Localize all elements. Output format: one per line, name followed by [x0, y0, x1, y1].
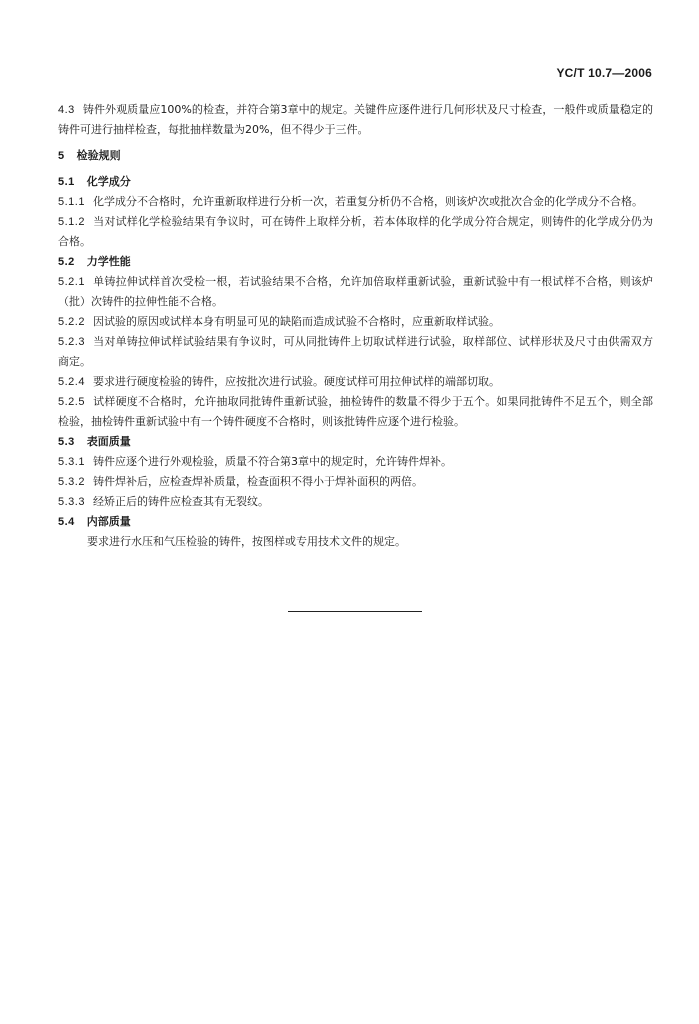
- clause-text: 铸件外观质量应100%的检查，并符合第3章中的规定。关键件应逐件进行几何形状及尺寸检查，一般件或质量稳定的铸件可进行抽样检查，每批抽样数量为20%，但不得少于三件。: [58, 103, 653, 136]
- clause-number: 5.1: [58, 176, 75, 188]
- clause-text: 单铸拉伸试样首次受检一根，若试验结果不合格，允许加倍取样重新试验，重新试验中有一根试样不合格，则该炉（批）次铸件的拉伸性能不合格。: [58, 275, 653, 308]
- clause-text: 检验规则: [76, 149, 121, 162]
- clause-number: 5.2.5: [58, 396, 85, 408]
- clause-text: 化学成分: [86, 175, 131, 188]
- clause-number: 5.3.1: [58, 456, 85, 468]
- clause-number: 5.2.2: [58, 316, 85, 328]
- clause-paragraph: [58, 192, 653, 212]
- clause-paragraph: [58, 312, 653, 332]
- clause-paragraph: [58, 472, 653, 492]
- clause-number: 5.1.1: [58, 196, 85, 208]
- clause-text: 试样硬度不合格时，允许抽取同批铸件重新试验，抽检铸件的数量不得少于五个。如果同批铸件不足五个，则全部检验，抽检铸件重新试验中有一个铸件硬度不合格时，则该批铸件应逐个进行检验。: [58, 395, 653, 428]
- end-rule: [288, 611, 422, 612]
- section-heading: [58, 432, 653, 452]
- clause-number: 5.2.1: [58, 276, 85, 288]
- clause-text: 力学性能: [86, 255, 131, 268]
- clause-text: 当对试样化学检验结果有争议时，可在铸件上取样分析，若本体取样的化学成分符合规定，则铸件的化学成分仍为合格。: [58, 215, 653, 248]
- clause-number: 5.2: [58, 256, 75, 268]
- clause-number: 5.3: [58, 436, 75, 448]
- clause-text: 要求进行硬度检验的铸件，应按批次进行试验。硬度试样可用拉伸试样的端部切取。: [92, 375, 500, 388]
- clause-number: 5.2.4: [58, 376, 85, 388]
- clause-text: 化学成分不合格时，允许重新取样进行分析一次，若重复分析仍不合格，则该炉次或批次合金的化学成分不合格。: [92, 195, 643, 208]
- clause-paragraph: [58, 492, 653, 512]
- clause-text: 铸件应逐个进行外观检验，质量不符合第3章中的规定时，允许铸件焊补。: [92, 455, 452, 468]
- clause-text: 因试验的原因或试样本身有明显可见的缺陷而造成试验不合格时，应重新取样试验。: [92, 315, 500, 328]
- clause-text: 经矫正后的铸件应检查其有无裂纹。: [92, 495, 269, 508]
- section-heading: [58, 512, 653, 532]
- clause-text: 要求进行水压和气压检验的铸件，按图样或专用技术文件的规定。: [87, 535, 406, 548]
- clause-paragraph: [58, 272, 653, 312]
- section-heading: [58, 146, 653, 166]
- clause-paragraph: [58, 212, 653, 252]
- section-heading: [58, 172, 653, 192]
- clause-number: 5.3.3: [58, 496, 85, 508]
- clause-number: 5.1.2: [58, 216, 85, 228]
- clause-number: 5.4: [58, 516, 75, 528]
- clause-number: 5.3.2: [58, 476, 85, 488]
- clause-number: 4.3: [58, 104, 75, 116]
- clause-text: 铸件焊补后，应检查焊补质量，检查面积不得小于焊补面积的两倍。: [92, 475, 423, 488]
- clause-paragraph: [58, 532, 653, 552]
- clause-paragraph: [58, 452, 653, 472]
- clause-text: 内部质量: [86, 515, 131, 528]
- clause-paragraph: [58, 332, 653, 372]
- standard-number-header: YC/T 10.7—2006: [556, 66, 652, 80]
- clause-text: 表面质量: [86, 435, 131, 448]
- clause-number: 5: [58, 150, 65, 162]
- clause-paragraph: [58, 372, 653, 392]
- clause-paragraph: [58, 100, 653, 140]
- clause-number: 5.2.3: [58, 336, 85, 348]
- document-body: [58, 100, 653, 552]
- clause-paragraph: [58, 392, 653, 432]
- clause-text: 当对单铸拉伸试样试验结果有争议时，可从同批铸件上切取试样进行试验，取样部位、试样形状及尺寸由供需双方商定。: [58, 335, 653, 368]
- section-heading: [58, 252, 653, 272]
